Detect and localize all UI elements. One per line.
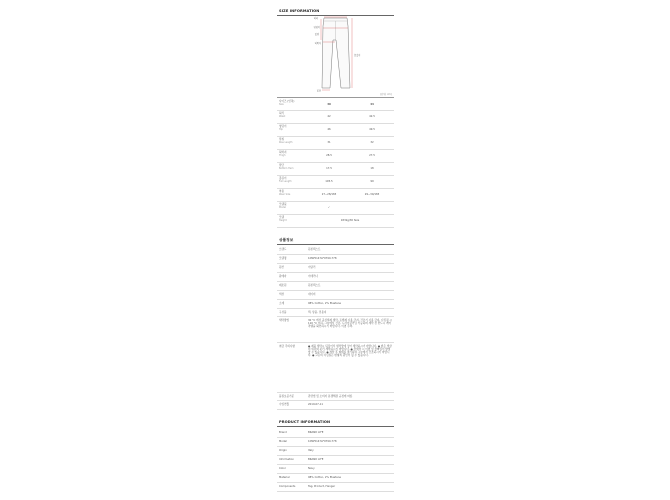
size-row-label [279,190,290,196]
detail-row-label: 세탁방법 [279,318,290,322]
info-row-value: BRAND LIFE [308,458,324,461]
size-row-label-en: Full Length [279,180,292,184]
size-row [277,162,394,176]
size-value: 46 [327,127,331,131]
size-row-label-ko: 착용 [279,190,285,193]
size-row [277,214,394,228]
info-row-label: Components [279,485,296,488]
info-row-label: Information [279,458,295,461]
size-value: 44 [370,102,374,106]
size-row-label [279,164,294,170]
size-row-label [279,203,287,209]
size-row [277,188,394,202]
size-row-label-en: Wear Size [279,193,291,197]
size-value: 18 [370,166,374,170]
size-row-label-ko: 모델핏 [279,203,287,206]
info-row-value: Tag, Product, Hanger [308,485,336,488]
size-row-label-en: Rise Length [279,141,293,145]
info-row-value: Navy [308,467,315,470]
size-row [277,136,394,150]
detail-row-label: 소재 [279,301,285,305]
size-value: 27~28/183 [321,192,337,196]
size-value: 32 [370,140,374,144]
size-row-label-en: Hip [279,128,283,132]
detail-row-label: 구성품 [279,310,287,314]
info-row-label: Origin [279,449,287,452]
detail-row-label: 브랜드 [279,247,287,251]
size-row [277,175,394,189]
size-row [277,201,394,215]
size-value: 42.5 [369,114,375,118]
size-value: 105.5 [325,179,333,183]
detail-row-label: 판매자 [279,274,287,278]
size-row-label [279,100,294,106]
size-info-title: SIZE INFORMATION [279,9,320,13]
diagram-label-bottom-hem: 밑단 [316,89,321,92]
pants-size-diagram [305,16,365,92]
info-row-value: BRAND LIFE [308,431,324,434]
size-row-label-ko: 밑위 [279,138,285,141]
size-row-label-en: Height [279,219,287,223]
size-row-label-ko: 모델 [279,216,285,219]
size-row-label-ko: 허리 [279,112,285,115]
size-row-label [279,216,287,222]
info-row-label: Model [279,440,287,443]
detail-row-label: 취급 주의사항 [279,344,295,348]
size-value: 29~30/183 [364,192,380,196]
size-row-label [279,138,293,144]
info-row-value: 98% Cotton, 2% Elastane [308,476,341,479]
size-row-label-en: Thigh [279,154,286,158]
size-value: 183kg/30 Size [340,218,360,222]
diagram-label-waist: 허리 [313,17,318,20]
size-value: 30 [327,102,331,106]
detail-row-value: 원본텍스트 [308,283,321,287]
detail-row-value: 이태리나 [308,274,319,278]
unit-label: (단위: cm) [380,93,392,96]
size-row-label-ko: 총길이 [279,177,287,180]
detail-row-value: 2019-07-11 [308,402,324,406]
size-value: 31 [327,140,331,144]
size-value: 42 [327,114,331,118]
size-row-label [279,177,292,183]
info-row-label: Brand [279,431,287,434]
product-detail-title: 상품정보 [279,238,294,242]
size-row-label-en: Bottom Hem [279,167,294,171]
diagram-label-rise: 밑위 [314,33,319,36]
size-row-label-en: Waist [279,115,286,119]
detail-row-value: 98% Cotton, 2% Elastane [308,301,341,305]
size-row [277,110,394,124]
info-row [277,482,394,492]
detail-row-label: 모델명 [279,256,287,260]
detail-row-label: 제조원 [279,283,287,287]
product-info-title: PRODUCT INFORMATION [279,420,331,424]
size-row-label [279,151,287,157]
detail-row-value: 관련법 및 소비자 분쟁해결 규정에 따름 [308,394,353,398]
size-value: 17.5 [326,166,332,170]
detail-row [277,316,394,343]
size-value: ✓ [327,205,331,209]
info-row-value: Italy [308,449,314,452]
detail-row-label: 색상 [279,292,285,296]
product-info-divider [277,426,394,427]
size-value: 99 [370,179,374,183]
diagram-label-full-length: 총길이 [354,54,361,57]
detail-row [277,400,394,410]
detail-row-value: 30 °C 에서 중성세제 세탁, 표백제 사용 금지, 건조기 사용 금지, 다림질 시 110 °C 이하, 그늘에서 건조, 드라이클리닝 가능하며 세탁 전 반드시 케어라벨을 확인하시기 바랍니다. 이염 주의. [308,318,392,329]
detail-row-value: 원본텍스트 [308,247,321,251]
detail-row-value: ● 제품 세탁시 뒤집어서 세탁망에 넣어 세탁하시기 바랍니다. ● 밝은 색상의 의류와 분리 세탁하시기 바랍니다. ● 물세탁 시 이염 및 물빠짐이 발생할 수 있습니다. ● 세탁 후 형태를 정리하여 그늘에서 건조하시기 바랍니다. ● 고온의 다림질은 변형의 원인이 될 수 있습니다. [308,344,392,358]
size-row [277,123,394,137]
info-row-label: Material [279,476,290,479]
info-row-label: Color [279,467,286,470]
size-value: 27.5 [369,153,375,157]
size-row-label-ko: 허벅지 [279,151,287,154]
size-row-label [279,125,287,131]
size-value: 49.5 [369,127,375,131]
detail-row-label: 원산 [279,265,285,269]
detail-row-value: 네이비 [308,292,316,296]
size-row [277,149,394,163]
detail-row-value: 택, 상품, 전용지 [308,310,327,314]
diagram-label-thigh: 허벅지 [314,42,321,45]
size-row-label-ko: 밑단 [279,164,285,167]
info-row-value: 1MW5147LF9790-778 [308,440,337,443]
size-row-label-ko: 사이즈 (인치) [279,100,295,103]
size-row-label-en: Size [279,103,284,107]
detail-row-label: 품질보증기준 [279,394,295,398]
size-row-label-ko: 엉덩이 [279,125,287,128]
size-row-label [279,112,285,118]
detail-row [277,342,394,393]
detail-row-value: 1MW5147LF9790-778 [308,256,337,260]
diagram-label-hip: 엉덩이 [313,26,320,29]
size-row-label-en: Model [279,206,286,210]
detail-row-label: 수입연월 [279,402,290,406]
detail-row-value: 이탈리 [308,265,316,269]
size-value: 28.5 [326,153,332,157]
